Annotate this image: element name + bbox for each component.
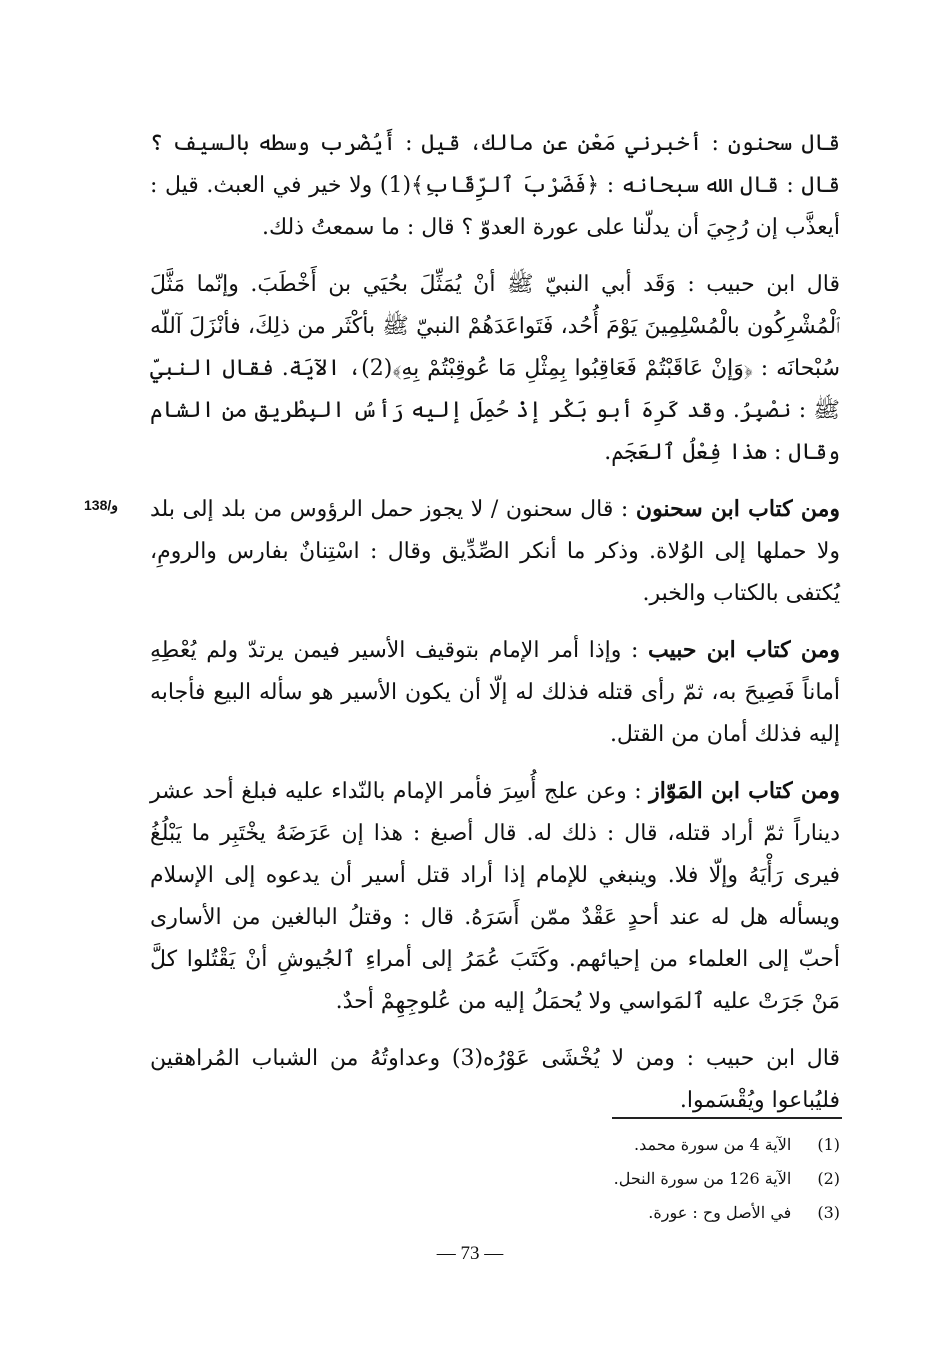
paragraph-text: قال ابن حبيب : وَقَد أبي النبيّ ﷺ أنْ يُمَثِّلَ بحُيَي بن أَخْطَبَ. وإنّما مَثَّلَ ٱلْمُشْرِكُون بالْمُسْلِمِينَ يَوْمَ أُحُد، فَتَواعَدَهُمْ النبيّ ﷺ بأكْثَر من ذلِكَ، فأنْزَلَ آللّه سُبْحانَه : ﴿وَإنْ عَاقَبْتُمْ فَعَاقِبُوا بِمِثْلِ مَا عُوقِبْتُمْ بِهِ﴾(2)، الآيَة. فقال النبيّ ﷺ : نصْبِرُ. وقد كَرِهَ أبو بَكْر إذْ حُمِلَ إليه رَأسُ البِطْريق من الشام وقال : هذا فِعْلُ ٱلعَجَم. xyxy=(150,272,841,465)
paragraph-text: قال سحنون : أخبرني مَعْن عن مالك، قيل : أَيُضْرب وسطه بالسيف ؟ قال : قال الله سبحانه : ﴿فَضَرْبَ ٱلرِّقَابِ﴾(1) ولا خير في العبث. قيل : أيعذَّب إن رُجِيَ أن يدلّنا على عورة العدوّ ؟ قال : ما سمعتُ ذلك. xyxy=(150,131,840,240)
footnote-text: في الأصل وح : عورة. xyxy=(648,1203,792,1222)
paragraph xyxy=(150,770,840,1023)
paragraph xyxy=(150,122,840,249)
paragraph-text: : وإذا أمر الإمام بتوقيف الأسير فيمن يرتدّ ولم يُعْطِهِ أماناً فَصِيحَ به، ثمّ رأى قتله فذلك له إلّا أن يكون الأسير هو سأله البيع فأجابه إليه فذلك أمان من القتل. xyxy=(150,638,840,747)
footnote-text: الآية 126 من سورة النحل. xyxy=(613,1169,792,1188)
footnote-number: (3) xyxy=(817,1203,840,1222)
paragraph xyxy=(150,488,840,615)
paragraph-lead: ومن كتاب ابن سحنون xyxy=(635,496,841,522)
paragraph-text: قال ابن حبيب : ومن لا يُخْشَى عَوْرُه(3) وعداوتُهُ من الشباب المُراهقين فليُباعوا ويُقْسَموا. xyxy=(150,1046,841,1113)
footnote-text: الآية 4 من سورة محمد. xyxy=(634,1135,792,1154)
paragraph xyxy=(150,629,840,756)
footnote xyxy=(430,1162,840,1196)
footnote xyxy=(430,1196,840,1230)
main-text xyxy=(150,122,840,1136)
paragraph-lead: ومن كتاب ابن المَوّاز xyxy=(649,778,840,804)
paragraph-text: : وعن علج أُسِرَ فأمر الإمام بالنّداء عليه فبلغ أحد عشر ديناراً ثمّ أراد قتله، قال : ذلك له. قال أصبغ : هذا إن عَرَضَهُ يخْتَبِر ما يَبْلُغُ فيرى رَأْيَهُ وإلّا فلا. وينبغي للإمام إذا أراد قتل أسير أن يدعوه إلى الإسلام ويسأله هل له عند أحدٍ عَقْدٌ ممّن أَسَرَهُ. قال : وقتلُ البالغين من الأسارى أحبّ إلى العلماء من إحيائهم. وكَتَبَ عُمَرُ إلى أمراءِ ٱلجُيوشِ أنْ يَقْتُلوا كلَّ مَنْ جَرَتْ عليه ٱلمَواسي ولا يُحمَلُ إليه من عُلوجِهِمْ أحدٌ. xyxy=(150,779,840,1014)
paragraph-text: : قال سحنون / لا يجوز حمل الرؤوس من بلد إلى بلد ولا حملها إلى الوُلاة. وذكر ما أنكر الصِّدِّيق وقال : اسْتِنانٌ بفارس والرومِ، يُكتفى بالكتاب والخبر. xyxy=(150,497,840,606)
footnote xyxy=(430,1128,840,1162)
footnote-number: (1) xyxy=(817,1135,840,1154)
footnote-number: (2) xyxy=(817,1169,840,1188)
footnotes xyxy=(430,1128,840,1230)
paragraph xyxy=(150,263,840,474)
page-number: — 73 — xyxy=(436,1243,504,1264)
paragraph-lead: ومن كتاب ابن حبيب xyxy=(648,637,840,663)
paragraph xyxy=(150,1037,840,1122)
manuscript-folio-marker: 138/و xyxy=(84,497,119,513)
footnote-separator xyxy=(612,1117,842,1119)
